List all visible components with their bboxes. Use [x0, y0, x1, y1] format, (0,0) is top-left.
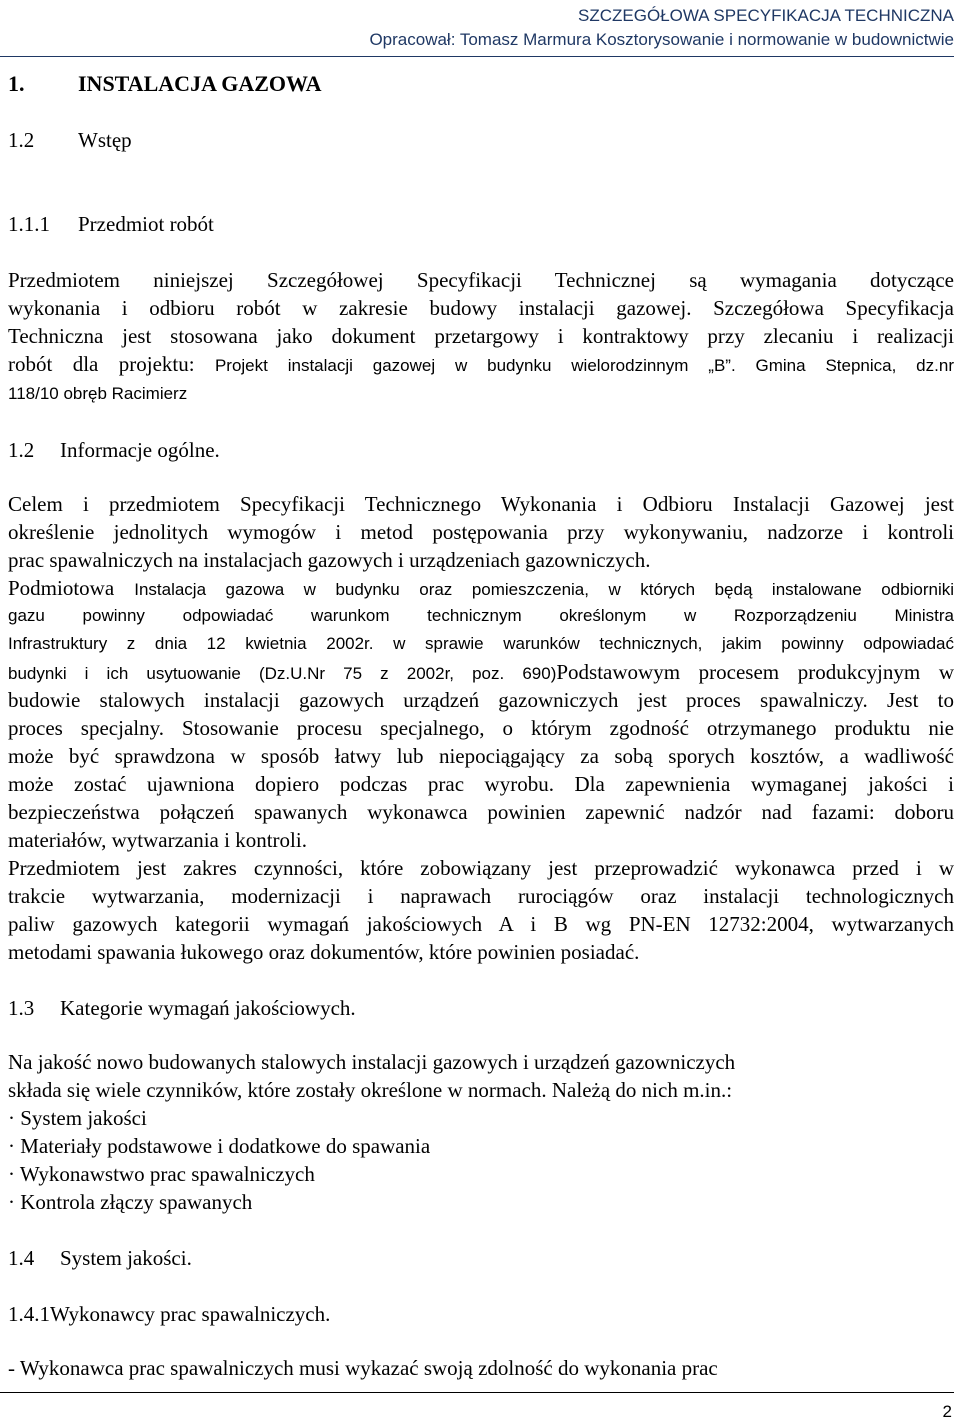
document-page: SZCZEGÓŁOWA SPECYFIKACJA TECHNICZNA Opracował: Tomasz Marmura Kosztorysowanie i normowanie w budownictwie 1. INSTALACJA GAZOWA 1.2 Wstęp 1.1.1 Przedmiot robót Przedmiotem niniejszej Szczegółowej Specyfikacji Technicznej są wymagania dotyczące wykonania i odbioru robót w zakresie budowy instalacji gazowej. Szczegółowa Specyfikacja Techniczna jest stosowana jako dokument przetargowy i kontraktowy przy zlecaniu i realizacji robót dla projektu: Projekt instalacji gazowej w budynku wielorodzinnym „B”. Gmina Stepnica, dz.nr 118/10 obręb Racimierz 1.2 Informacje ogólne. Celem i przedmiotem Specyfikacji Technicznego Wykonania i Odbioru Instalacji Gazowej jest określenie jednolitych wymogów i metod postępowania przy wykonywaniu, nadzorze i kontroli prac spawalniczych na instalacjach gazowych i urządzeniach gazowniczych. Podmiotowa Instalacja gazowa w budynku oraz pomieszczenia, w których będą instalowane odbiorniki gazu powinny odpowiadać warunkom technicznym określonym w Rozporządzeniu Ministra Infrastruktury z dnia 12 kwietnia 2002r. w sprawie warunków technicznych, jakim powinny odpowiadać budynki i ich usytuowanie (Dz.U.Nr 75 z 2002r, poz. 690)Podstawowym procesem produkcyjnym w budowie stalowych instalacji gazowych urządzeń gazowniczych jest proces spawalniczy. Jest to proces specjalny. Stosowanie procesu specjalnego, o którym zgodność otrzymanego produktu nie może być sprawdzona w sposób łatwy lub niepociągający za sobą sporych kosztów, a wadliwość może zostać ujawniona dopiero podczas prac wyrobu. Dla zapewnienia wymaganej jakości i bezpieczeństwa połączeń spawanych wykonawca powinien zapewnić nadzór nad fazami: doboru materiałów, wytwarzania i kontroli. Przedmiotem jest zakres czynności, które zobowiązany jest przeprowadzić wykonawca przed i w trakcie wytwarzania, modernizacji i naprawach rurociągów oraz instalacji technologicznych paliw gazowych kategorii wymagań jakościowych A i B wg PN-EN 12732:2004, wytwarzanych metodami spawania łukowego oraz dokumentów, które powinien posiadać. 1.3 Kategorie wymagań jakościowych. Na jakość nowo budowanych stalowych instalacji gazowych i urządzeń gazowniczych składa się wiele czynników, które zostały określone w normach. Należą do nich m.in.: · System jakości · Materiały podstawowe i dodatkowe do spawania · Wykonawstwo prac spawalniczych · Kontrola złączy spawanych 1.4 System jakości. 1.4.1Wykonawcy prac spawalniczych. - Wykonawca prac spawalniczych musi wykazać swoją zdolność do wykonania prac 2	[0, 0, 960, 1426]
header-title: SZCZEGÓŁOWA SPECYFIKACJA TECHNICZNA	[578, 6, 954, 25]
heading-section-1-2: 1.2 Wstęp	[8, 128, 132, 152]
heading-section-1-1-1: 1.1.1 Przedmiot robót	[8, 212, 214, 236]
heading-wykonawcy: 1.4.1Wykonawcy prac spawalniczych.	[8, 1302, 331, 1326]
header-author: Opracował: Tomasz Marmura Kosztorysowanie i normowanie w budownictwie	[369, 30, 954, 49]
header-divider	[0, 56, 954, 57]
paragraph-wykonawca: - Wykonawca prac spawalniczych musi wykazać swoją zdolność do wykonania prac	[8, 1356, 718, 1380]
heading-section-1: 1. INSTALACJA GAZOWA	[8, 71, 322, 96]
heading-informacje-ogolne: 1.2 Informacje ogólne.	[8, 438, 220, 462]
list-item: · Wykonawstwo prac spawalniczych	[8, 1162, 315, 1186]
heading-system-jakosci: 1.4 System jakości.	[8, 1246, 192, 1270]
page-header	[369, 4, 954, 52]
list-item: · Materiały podstawowe i dodatkowe do spawania	[8, 1134, 431, 1158]
list-item: · Kontrola złączy spawanych	[8, 1190, 253, 1214]
list-item: · System jakości	[8, 1106, 147, 1130]
footer-divider	[0, 1392, 954, 1393]
page-number: 2	[942, 1402, 952, 1421]
heading-kategorie: 1.3 Kategorie wymagań jakościowych.	[8, 996, 356, 1020]
